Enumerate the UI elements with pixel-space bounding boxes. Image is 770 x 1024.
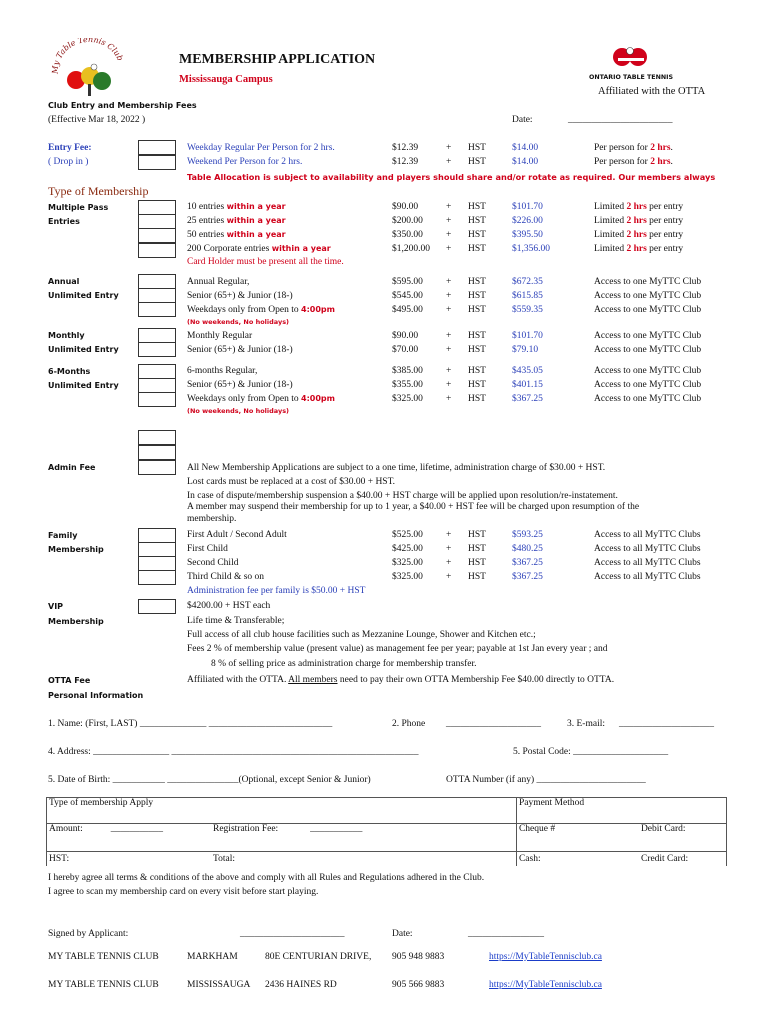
six-months-checkbox[interactable] [138,378,176,393]
amount-field[interactable]: ___________ [110,824,164,834]
six-months-price: $355.00 [392,380,423,390]
annual-desc: Annual Regular, [187,277,250,287]
entry-row-hst: HST [468,143,486,153]
monthly-price: $70.00 [392,345,419,355]
vip-line: Full access of all club house facilities such as Mezzanine Lounge, Shower and Kitchen etc.; [187,630,536,640]
family-desc: Third Child & so on [187,572,265,582]
annual-checkbox[interactable] [138,274,176,289]
family-admin-note: Administration fee per family is $50.00 + HST [187,586,366,596]
dropin-label: ( Drop in ) [48,157,89,167]
family-note: Access to all MyTTC Clubs [594,558,701,568]
effective-date: (Effective Mar 18, 2022 ) [48,115,146,125]
six-months-desc: Weekdays only from Open to 4:00pm [187,394,335,404]
admin-line: All New Membership Applications are subject to a one time, lifetime, administration charge of $30.00 + HST. [187,463,606,473]
family-plus: + [446,530,452,540]
six-months-plus: + [446,394,452,404]
annual-note: Access to one MyTTC Club [594,277,702,287]
otta-fee-label: OTTA Fee [48,676,91,685]
date-field[interactable]: ______________________ [568,115,673,125]
footer-city: MARKHAM [187,952,238,962]
six-months-checkbox[interactable] [138,364,176,379]
six-months-total: $401.15 [512,380,543,390]
credit-cell[interactable] [639,852,727,866]
debit-card-label: Debit Card: [640,824,686,834]
hst-label: HST: [49,854,70,864]
monthly-total: $79.10 [512,345,539,355]
affiliated-text: Affiliated with the OTTA [598,86,706,97]
fees-heading: Club Entry and Membership Fees [48,101,197,110]
entry-row-total: $14.00 [512,157,539,167]
multiple-pass-label-2: Entries [48,217,80,226]
family-desc: First Child [187,544,228,554]
annual-label: Annual [48,277,80,286]
annual-price: $595.00 [392,277,423,287]
total-cell[interactable] [211,852,516,866]
monthly-plus: + [446,345,452,355]
entry-row-plus: + [446,143,452,153]
footer-phone: 905 948 9883 [392,952,445,962]
otta-fee-text: Affiliated with the OTTA. All members need to pay their own OTTA Membership Fee $40.00 directly to OTTA. [187,675,615,685]
admin-fee-label: Admin Fee [48,463,96,472]
footer-address: 2436 HAINES RD [265,980,337,990]
membership-type-cell[interactable] [47,798,517,824]
annual-total: $559.35 [512,305,543,315]
six-months-note: Access to one MyTTC Club [594,394,702,404]
entry-row-desc: Weekend Per Person for 2 hrs. [187,157,303,167]
annual-total: $615.85 [512,291,543,301]
multipass-plus: + [446,244,452,254]
monthly-note: Access to one MyTTC Club [594,331,702,341]
six-months-total: $367.25 [512,394,543,404]
multipass-total: $101.70 [512,202,543,212]
six-months-total: $435.05 [512,366,543,376]
vip-label: VIP [48,602,64,611]
entry-row-price: $12.39 [392,157,419,167]
dob-field[interactable]: 5. Date of Birth: ___________ _______________(Optional, except Senior & Junior) [48,775,371,785]
vip-line: Life time & Transferable; [187,616,285,626]
family-price: $425.00 [392,544,423,554]
email-field[interactable]: ____________________ [619,719,714,729]
total-label: Total: [213,854,236,864]
monthly-price: $90.00 [392,331,419,341]
family-total: $367.25 [512,558,543,568]
entry-row-hst: HST [468,157,486,167]
family-note: Access to all MyTTC Clubs [594,530,701,540]
six-months-label: 6-Months [48,367,91,376]
footer-club: MY TABLE TENNIS CLUB [48,980,159,990]
family-hst: HST [468,558,486,568]
six-months-hst: HST [468,394,486,404]
club-logo [50,38,128,100]
multipass-price: $200.00 [392,216,423,226]
family-checkbox[interactable] [138,570,176,585]
annual-note: Access to one MyTTC Club [594,305,702,315]
svg-text:My Table Tennis Club: My Table Tennis Club [50,38,125,75]
campus-name: Mississauga Campus [179,74,273,85]
annual-total: $672.35 [512,277,543,287]
family-checkbox[interactable] [138,528,176,543]
card-holder-note: Card Holder must be present all the time. [187,257,344,267]
multipass-hst: HST [468,230,486,240]
annual-desc: Weekdays only from Open to 4:00pm [187,305,335,315]
annual-note: Access to one MyTTC Club [594,291,702,301]
annual-price: $495.00 [392,305,423,315]
monthly-desc: Senior (65+) & Junior (18-) [187,345,293,355]
multipass-checkbox[interactable] [138,228,176,243]
family-price: $325.00 [392,558,423,568]
signature-field[interactable]: ______________________ [240,929,345,939]
multipass-desc: 50 entries within a year [187,230,286,240]
vip-line: $4200.00 + HST each [187,601,271,611]
six-months-plus: + [446,366,452,376]
signed-label: Signed by Applicant: [48,929,129,939]
family-price: $525.00 [392,530,423,540]
annual-plus: + [446,277,452,287]
six-months-price: $385.00 [392,366,423,376]
family-desc: Second Child [187,558,239,568]
family-note: Access to all MyTTC Clubs [594,544,701,554]
date-label: Date: [512,115,533,125]
multipass-plus: + [446,216,452,226]
multipass-total: $1,356.00 [512,244,550,254]
six-months-desc: 6-months Regular, [187,366,258,376]
entry-row-price: $12.39 [392,143,419,153]
multipass-desc: 200 Corporate entries within a year [187,244,331,254]
annual-label-2: Unlimited Entry [48,291,119,300]
postal-code-field[interactable]: 5. Postal Code: ____________________ [513,747,669,757]
family-price: $325.00 [392,572,423,582]
multipass-checkbox[interactable] [138,243,176,258]
multipass-hst: HST [468,202,486,212]
monthly-checkbox[interactable] [138,328,176,343]
multipass-note: Limited 2 hrs per entry [594,216,684,226]
payment-method-label: Payment Method [518,798,585,808]
phone-label: 2. Phone [392,719,426,729]
footer-phone: 905 566 9883 [392,980,445,990]
six-months-price: $325.00 [392,394,423,404]
multipass-price: $1,200.00 [392,244,430,254]
entry-weekend-checkbox[interactable] [138,155,176,170]
payment-method-cell [516,798,726,824]
vip-label-2: Membership [48,617,104,626]
six-months-weekday-note: (No weekends, No holidays) [187,407,290,415]
monthly-note: Access to one MyTTC Club [594,345,702,355]
agreement-line: I hereby agree all terms & conditions of the above and comply with all Rules and Regulations adhered in the Club. [48,873,485,883]
multipass-hst: HST [468,216,486,226]
family-hst: HST [468,544,486,554]
monthly-desc: Monthly Regular [187,331,253,341]
multipass-hst: HST [468,244,486,254]
multipass-plus: + [446,202,452,212]
monthly-checkbox[interactable] [138,342,176,357]
cheque-label: Cheque # [518,824,556,834]
annual-hst: HST [468,291,486,301]
multipass-note: Limited 2 hrs per entry [594,202,684,212]
family-label-2: Membership [48,545,104,554]
cash-label: Cash: [518,854,541,864]
admin-checkbox[interactable] [138,460,176,475]
annual-plus: + [446,305,452,315]
family-plus: + [446,558,452,568]
footer-city: MISSISSAUGA [187,980,251,990]
footer-address: 80E CENTURIAN DRIVE, [265,952,372,962]
payment-table [46,797,727,866]
admin-checkbox[interactable] [138,445,176,460]
family-plus: + [446,572,452,582]
annual-price: $545.00 [392,291,423,301]
family-desc: First Adult / Second Adult [187,530,287,540]
family-total: $367.25 [512,572,543,582]
personal-info-heading: Personal Information [48,691,144,700]
entry-row-note: Per person for 2 hrs. [594,157,673,167]
six-months-desc: Senior (65+) & Junior (18-) [187,380,293,390]
vip-line: 8 % of selling price as administration charge for membership transfer. [211,659,477,669]
annual-checkbox[interactable] [138,288,176,303]
entry-weekday-checkbox[interactable] [138,140,176,155]
family-checkbox[interactable] [138,556,176,571]
annual-hst: HST [468,277,486,287]
admin-line: Lost cards must be replaced at a cost of $30.00 + HST. [187,477,396,487]
multiple-pass-label: Multiple Pass [48,203,109,212]
svg-text:ONTARIO TABLE TENNIS: ONTARIO TABLE TENNIS [588,74,674,81]
registration-fee-field[interactable]: ___________ [310,824,363,834]
family-total: $593.25 [512,530,543,540]
vip-checkbox[interactable] [138,599,176,614]
signature-date-field[interactable]: ________________ [468,929,544,939]
page-title: MEMBERSHIP APPLICATION [179,52,376,67]
agreement-line: I agree to scan my membership card on every visit before start playing. [48,887,319,897]
membership-type-label: Type of membership Apply [49,798,154,808]
phone-field[interactable]: ____________________ [446,719,541,729]
type-of-membership-heading: Type of Membership [48,184,149,198]
multipass-price: $90.00 [392,202,419,212]
admin-line: A member may suspend their membership for up to 1 year, a $40.00 + HST fee will be charged upon resumption of the [187,502,640,512]
multipass-total: $395.50 [512,230,543,240]
six-months-hst: HST [468,380,486,390]
monthly-hst: HST [468,345,486,355]
footer-website-link[interactable]: https://MyTableTennisclub.ca [489,980,602,990]
entry-fee-label: Entry Fee: [48,143,92,153]
entry-row-desc: Weekday Regular Per Person for 2 hrs. [187,143,335,153]
footer-club: MY TABLE TENNIS CLUB [48,952,159,962]
monthly-hst: HST [468,331,486,341]
multipass-note: Limited 2 hrs per entry [594,244,684,254]
annual-desc: Senior (65+) & Junior (18-) [187,291,293,301]
family-hst: HST [468,530,486,540]
admin-checkbox[interactable] [138,430,176,445]
multipass-note: Limited 2 hrs per entry [594,230,684,240]
email-label: 3. E-mail: [567,719,605,729]
entry-row-plus: + [446,157,452,167]
family-label: Family [48,531,78,540]
footer-website-link[interactable]: https://MyTableTennisclub.ca [489,952,602,962]
annual-hst: HST [468,305,486,315]
table-allocation-note: Table Allocation is subject to availability and players should share and/or rotate as required. Our members always [187,172,716,182]
cash-cell[interactable] [516,852,639,866]
annual-plus: + [446,291,452,301]
amount-cell[interactable] [47,824,212,852]
annual-weekday-note: (No weekends, No holidays) [187,318,290,326]
six-months-plus: + [446,380,452,390]
monthly-label-2: Unlimited Entry [48,345,119,354]
family-checkbox[interactable] [138,542,176,557]
registration-fee-label: Registration Fee: [213,824,279,834]
six-months-label-2: Unlimited Entry [48,381,119,390]
six-months-checkbox[interactable] [138,392,176,407]
credit-card-label: Credit Card: [640,854,689,864]
multipass-desc: 10 entries within a year [187,202,286,212]
address-field[interactable]: 4. Address: ________________ ____________________________________________________ [48,747,419,757]
multipass-total: $226.00 [512,216,543,226]
six-months-note: Access to one MyTTC Club [594,366,702,376]
multipass-price: $350.00 [392,230,423,240]
hst-cell[interactable] [47,852,212,866]
otta-number-field[interactable]: OTTA Number (if any) _______________________ [446,775,646,785]
entry-row-total: $14.00 [512,143,539,153]
amount-label: Amount: [49,824,83,834]
annual-checkbox[interactable] [138,302,176,317]
otta-logo [588,46,674,82]
admin-line: membership. [187,514,237,524]
registration-fee-cell[interactable] [211,824,516,852]
six-months-hst: HST [468,366,486,376]
family-note: Access to all MyTTC Clubs [594,572,701,582]
multipass-desc: 25 entries within a year [187,216,286,226]
multipass-checkbox[interactable] [138,200,176,215]
vip-line: Fees 2 % of membership value (present value) as management fee per year; payable at 1st Jan every year ; and [187,644,608,654]
debit-cell[interactable] [639,824,727,852]
family-total: $480.25 [512,544,543,554]
signature-date-label: Date: [392,929,413,939]
multipass-checkbox[interactable] [138,214,176,229]
monthly-total: $101.70 [512,331,543,341]
family-hst: HST [468,572,486,582]
admin-line: In case of dispute/membership suspension a $40.00 + HST charge will be applied upon resolution/re-instatement. [187,491,618,501]
monthly-plus: + [446,331,452,341]
entry-row-note: Per person for 2 hrs. [594,143,673,153]
six-months-note: Access to one MyTTC Club [594,380,702,390]
cheque-cell[interactable] [516,824,639,852]
multipass-plus: + [446,230,452,240]
name-field[interactable]: 1. Name: (First, LAST) ______________ __________________________ [48,719,333,729]
family-plus: + [446,544,452,554]
monthly-label: Monthly [48,331,85,340]
